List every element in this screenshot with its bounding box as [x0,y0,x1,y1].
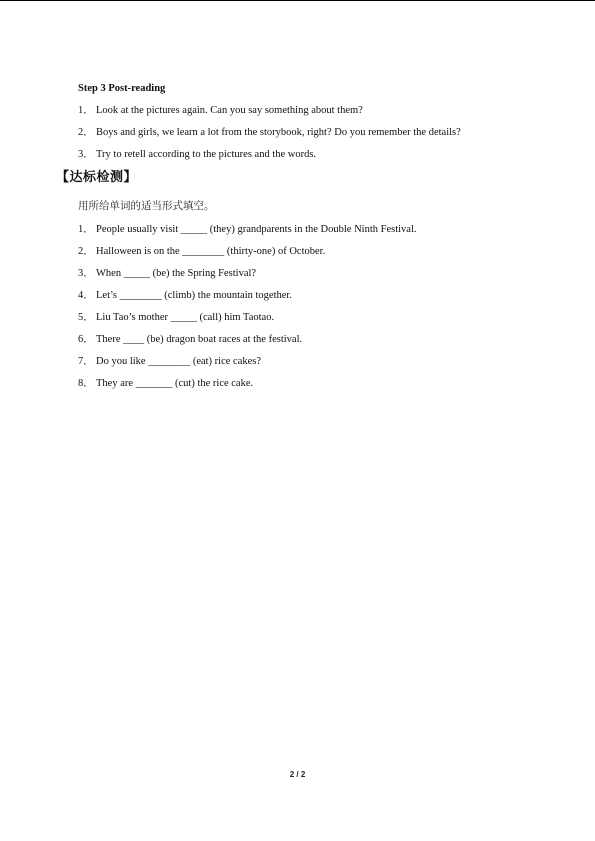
item-text: Halloween is on the ________ (thirty-one) of October. [96,246,326,257]
exercise-item-5 [78,311,274,324]
exercise-item-2 [78,245,325,258]
item-number: 3． [78,268,94,279]
item-text: There ____ (be) dragon boat races at the festival. [96,334,303,345]
step3-title: Step 3 Post-reading [78,83,166,94]
item-text: Try to retell according to the pictures and the words. [96,149,317,160]
exercise-item-7 [78,355,261,368]
item-number: 8． [78,378,94,389]
item-text: Look at the pictures again. Can you say something about them? [96,105,363,116]
exercise-instruction: 用所给单词的适当形式填空。 [78,200,215,212]
exercise-item-4 [78,289,292,302]
exercise-item-8 [78,377,253,390]
section-heading: 【达标检测】 [56,170,138,185]
item-text: Let’s ________ (climb) the mountain together. [96,290,292,301]
item-number: 7． [78,356,94,367]
top-border-line [0,0,595,1]
exercise-item-6 [78,333,302,346]
item-text: Liu Tao’s mother _____ (call) him Taotao. [96,312,275,323]
step3-item-1 [78,104,363,117]
item-number: 2． [78,127,94,138]
step3-item-3 [78,148,316,161]
item-number: 1． [78,105,94,116]
item-number: 4． [78,290,94,301]
item-text: They are _______ (cut) the rice cake. [96,378,254,389]
item-number: 3． [78,149,94,160]
item-text: When _____ (be) the Spring Festival? [96,268,257,279]
item-text: Boys and girls, we learn a lot from the storybook, right? Do you remember the details? [96,127,461,138]
item-text: Do you like ________ (eat) rice cakes? [96,356,262,367]
page-number: 2 / 2 [289,770,306,779]
step3-item-2 [78,126,461,139]
item-number: 2． [78,246,94,257]
item-number: 5． [78,312,94,323]
item-number: 1． [78,224,94,235]
item-number: 6． [78,334,94,345]
exercise-item-3 [78,267,256,280]
exercise-item-1 [78,223,417,236]
item-text: People usually visit _____ (they) grandparents in the Double Ninth Festival. [96,224,417,235]
